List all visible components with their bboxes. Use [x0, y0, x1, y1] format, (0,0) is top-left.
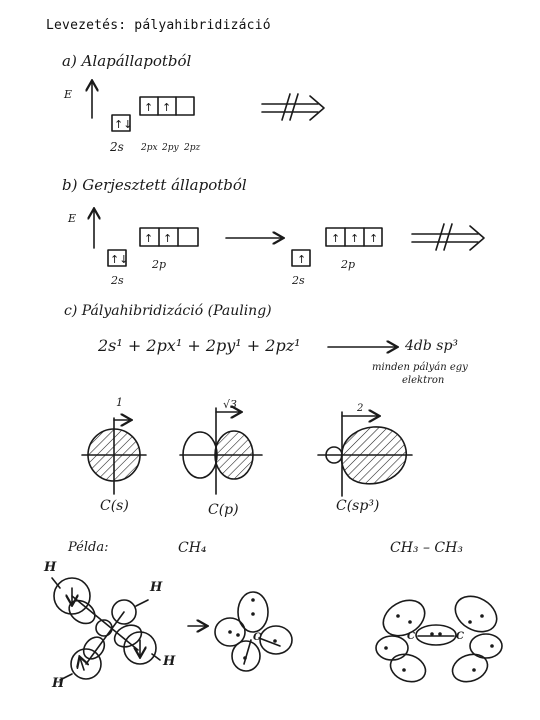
section-c-heading: c) Pályahibridizáció (Pauling)	[64, 303, 272, 319]
svg-text:↑: ↑	[297, 253, 307, 266]
h-atom-label-3: H	[163, 654, 176, 669]
orbital-label-2s-b-right: 2s	[292, 274, 305, 287]
c-atom-label-ethane-1: C	[407, 631, 415, 642]
c-atom-label-ethane-2: C	[456, 631, 464, 642]
example-molecule-ch4: CH₄	[178, 540, 207, 556]
svg-text:↑↓: ↑↓	[110, 253, 129, 266]
caption-sp3-orbital: C(sp³)	[336, 498, 380, 514]
section-b-heading: b) Gerjesztett állapotból	[62, 176, 247, 194]
svg-text:↑: ↑	[144, 101, 154, 114]
orbital-box-2s-b-left	[108, 250, 128, 266]
orbital-label-2pz-a: 2pz	[184, 143, 201, 153]
orbital-label-2p-b-right: 2p	[341, 258, 356, 271]
orbital-box-2s-b-right	[292, 250, 310, 266]
sp3-radius-label: 2	[357, 403, 364, 414]
orbital-label-2py-a: 2py	[162, 143, 179, 153]
svg-text:↑: ↑	[163, 232, 173, 245]
h-atom-label-2: H	[150, 580, 163, 595]
svg-text:↑↓: ↑↓	[114, 118, 133, 131]
c-atom-label-ch4: C	[253, 632, 261, 643]
no-bonding-arrow-b	[412, 224, 484, 250]
caption-p-orbital: C(p)	[208, 502, 239, 518]
svg-text:↑: ↑	[350, 232, 360, 245]
hybridization-note-line1: minden pályán egy	[372, 362, 468, 373]
orbital-box-2s-a	[112, 115, 132, 131]
orbital-boxes-2p-a	[140, 97, 194, 115]
orbital-boxes-2p-b-left	[140, 228, 198, 246]
ch4-sketch-left	[52, 578, 163, 680]
caption-s-orbital: C(s)	[100, 498, 129, 514]
svg-text:↑: ↑	[369, 232, 379, 245]
svg-text:↑: ↑	[331, 232, 341, 245]
no-bonding-arrow-a	[262, 94, 324, 120]
page-title: Levezetés: pályahibridizáció	[46, 18, 271, 33]
orbital-boxes-2p-b-right	[326, 228, 382, 246]
svg-text:↑: ↑	[162, 101, 172, 114]
sp3-orbital-diagram	[318, 412, 412, 496]
hybridization-result: 4db sp³	[405, 338, 459, 354]
example-label: Példa:	[68, 540, 109, 555]
orbital-label-2s-a: 2s	[110, 140, 124, 154]
h-atom-label-1: H	[44, 560, 57, 575]
hybridization-equation: 2s¹ + 2px¹ + 2py¹ + 2pz¹	[98, 336, 301, 355]
ethane-orbital-model	[376, 589, 503, 686]
h-atom-label-4: H	[52, 676, 65, 691]
svg-text:↑: ↑	[144, 232, 154, 245]
ch4-orbital-model	[215, 592, 292, 671]
orbital-label-2s-b-left: 2s	[111, 274, 124, 287]
s-orbital-diagram	[82, 418, 146, 494]
energy-axis-label-b: E	[68, 212, 77, 225]
example-molecule-ethane: CH₃ – CH₃	[390, 540, 463, 556]
section-a-heading: a) Alapállapotból	[62, 52, 192, 70]
energy-axis-label-a: E	[64, 88, 73, 101]
p-radius-label: √3	[223, 398, 238, 411]
p-orbital-diagram	[180, 408, 262, 494]
s-radius-label: 1	[116, 396, 123, 409]
hybridization-note-line2: elektron	[402, 375, 445, 386]
orbital-label-2px-a: 2px	[141, 143, 158, 153]
orbital-label-2p-b-left: 2p	[152, 258, 167, 271]
